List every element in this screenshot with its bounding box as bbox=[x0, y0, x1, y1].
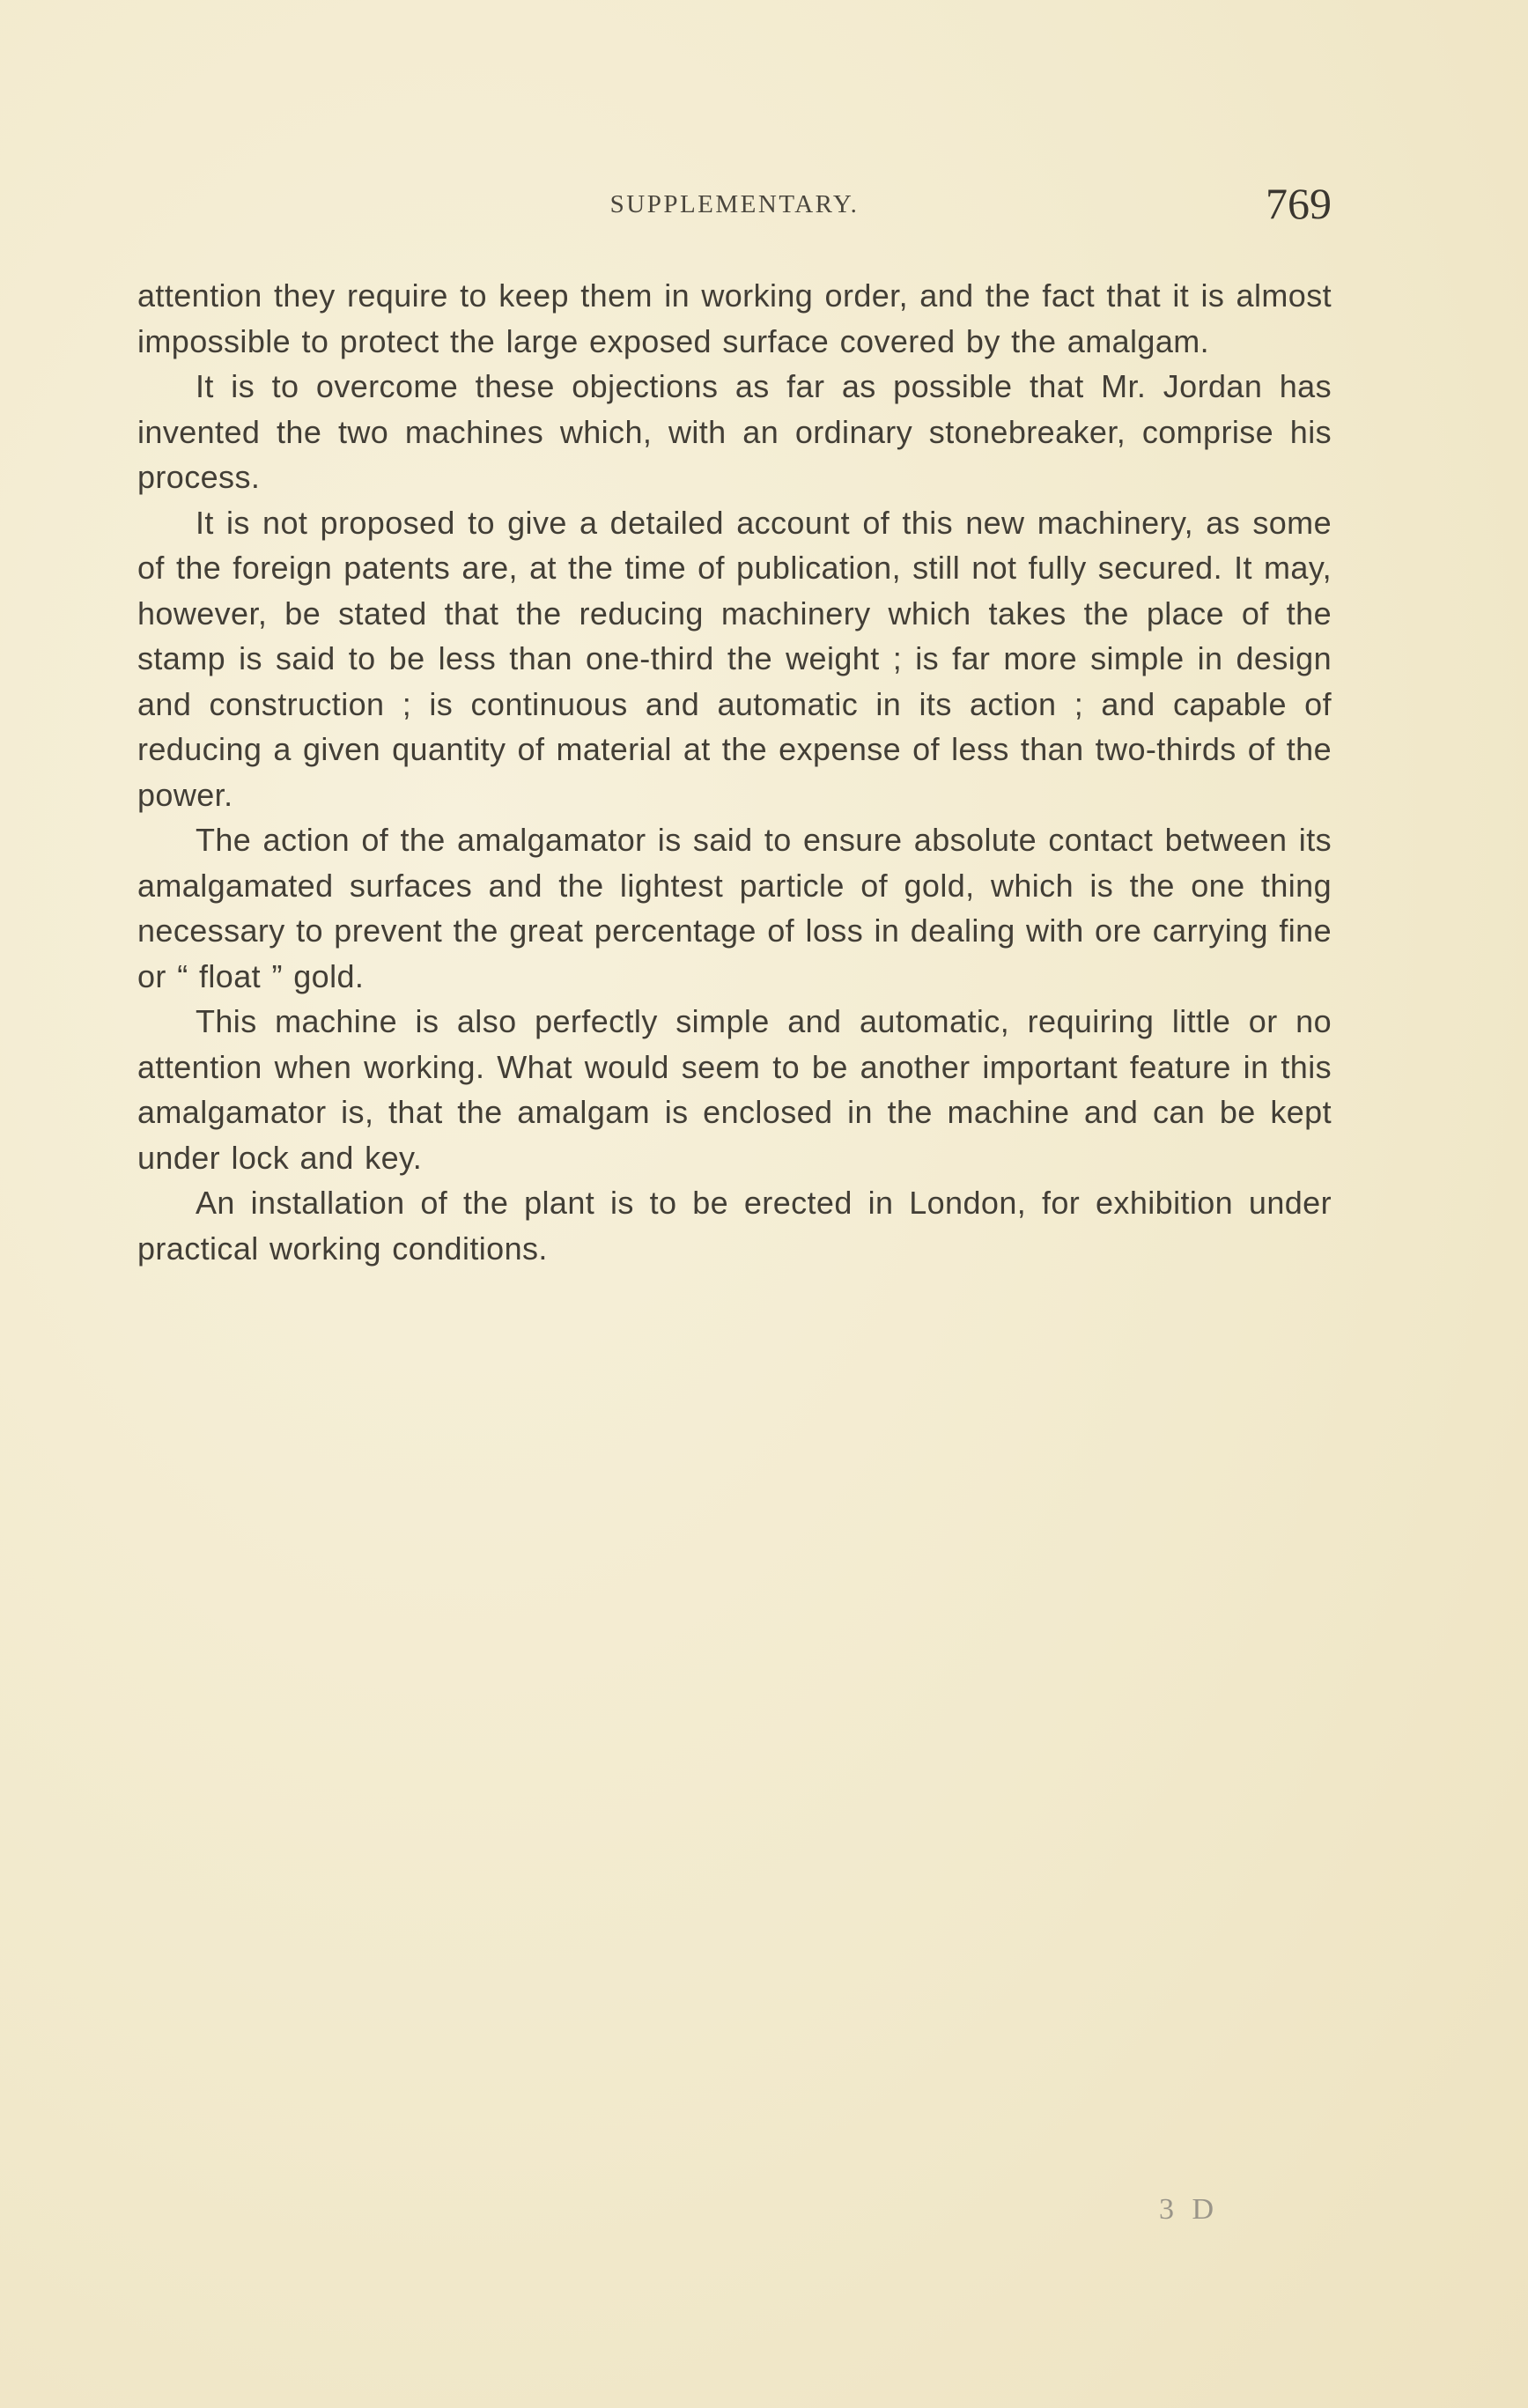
paragraph: It is to overcome these objections as far as possible that Mr. Jordan has invented the two machines which, with an ordinary stonebreaker, comprise his process. bbox=[137, 368, 1332, 495]
paragraph: An installation of the plant is to be erected in London, for exhibition under practical working conditions. bbox=[137, 1185, 1332, 1267]
paragraph: It is not proposed to give a detailed account of this new machinery, as some of the foreign patents are, at the time of publication, still not fully secured. It may, however, be stated that the reducing machinery which takes the place of the stamp is said to be less than one-third the weight ; is far more simple in design and construction ; is continuous and automatic in its action ; and capable of reducing a given quantity of material at the expense of less than two-thirds of the power. bbox=[137, 504, 1332, 813]
page-number: 769 bbox=[1266, 179, 1332, 228]
paragraph: The action of the amalgamator is said to ensure absolute contact between its amalgamated surfaces and the lightest particle of gold, which is the one thing necessary to prevent the great percentage of loss in dealing with ore carrying fine or “ float ” gold. bbox=[137, 822, 1332, 994]
paragraph: This machine is also perfectly simple and automatic, requiring little or no attention when working. What would seem to be another important feature in this amalgamator is, that the amalgam is enclosed in the machine and can be kept under lock and key. bbox=[137, 1003, 1332, 1176]
signature-mark: 3 D bbox=[1159, 2193, 1220, 2226]
running-title: SUPPLEMENTARY. bbox=[609, 190, 860, 218]
paragraph-continuation: attention they require to keep them in working order, and the fact that it is almost impossible to protect the large exposed surface covered by the amalgam. bbox=[137, 277, 1332, 359]
running-head bbox=[137, 173, 1332, 243]
body-text bbox=[137, 273, 1332, 1271]
